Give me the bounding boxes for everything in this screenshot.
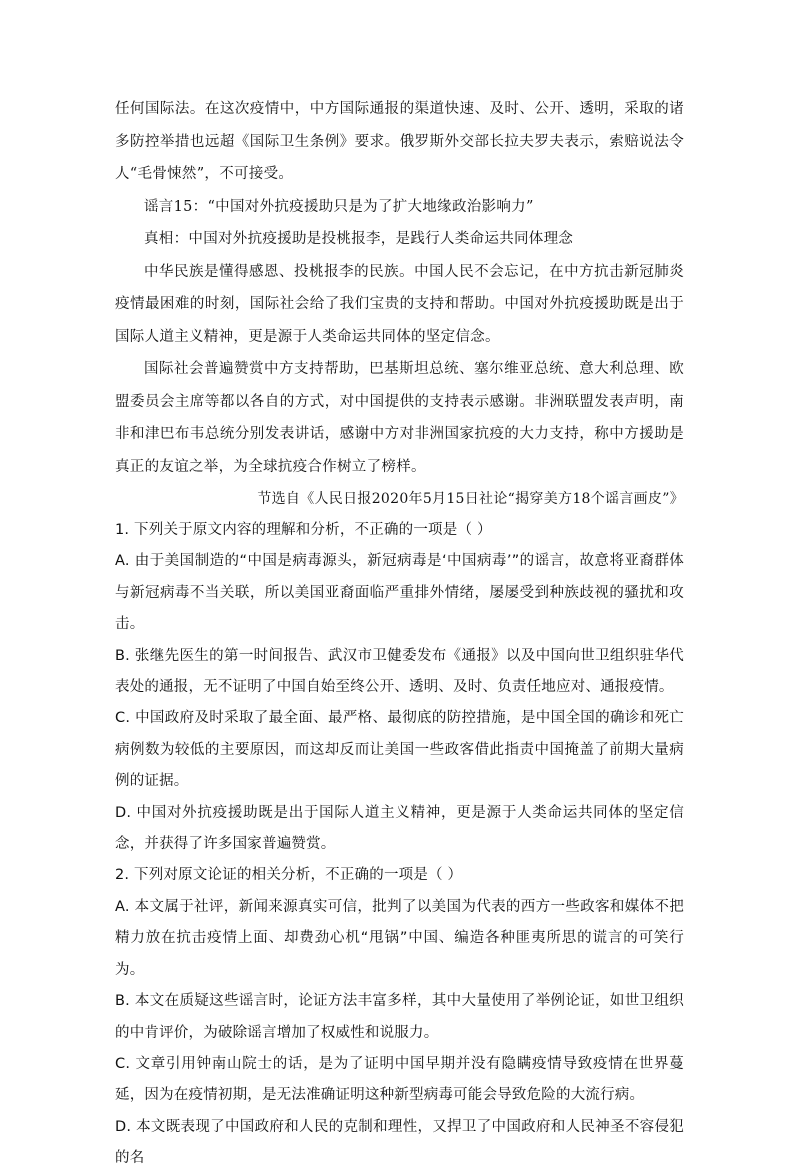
question-2	[115, 860, 684, 1174]
question-stem: 1. 下列关于原文内容的理解和分析，不正确的一项是（ ）	[115, 522, 492, 538]
truth-15-heading: 真相：中国对外抗疫援助是投桃报李，是践行人类命运共同体理念	[144, 231, 574, 247]
article-body	[115, 93, 684, 515]
option-c: C. 中国政府及时采取了最全面、最严格、最彻底的防控措施，是中国全国的确诊和死亡病例数为较低的主要原因，而这却反而让美国一些政客借此指责中国掩盖了前期大量病例的证据。	[115, 710, 684, 790]
rumor-15-heading: 谣言15：“中国对外抗疫援助只是为了扩大地缘政治影响力”	[144, 198, 534, 215]
option-b: B. 本文在质疑这些谣言时，论证方法丰富多样，其中大量使用了举例论证，如世卫组织的中肯评价，为破除谣言增加了权威性和说服力。	[115, 993, 684, 1041]
option-c: C. 文章引用钟南山院士的话，是为了证明中国早期并没有隐瞒疫情导致疫情在世界蔓延，因为在疫情初期，是无法准确证明这种新型病毒可能会导致危险的大流行病。	[115, 1055, 684, 1104]
question-section	[115, 515, 684, 1175]
option-a: A. 由于美国制造的“中国是病毒源头，新冠病毒是‘中国病毒’”的谣言，故意将亚裔群体与新冠病毒不当关联，所以美国亚裔面临严重排外情绪，屡屡受到种族歧视的骚扰和攻击。	[115, 553, 684, 633]
article-paragraph-2: 中华民族是懂得感恩、投桃报李的民族。中国人民不会忘记，在中方抗击新冠肺炎疫情最困难的时刻，国际社会给了我们宝贵的支持和帮助。中国对外抗疫援助既是出于国际人道主义精神，更是源于人类命运共同体的坚定信念。	[115, 263, 684, 345]
article-paragraph-1: 任何国际法。在这次疫情中，中方国际通报的渠道快速、及时、公开、透明，采取的诸多防控举措也远超《国际卫生条例》要求。俄罗斯外交部长拉夫罗夫表示，索赔说法令人“毛骨悚然”，不可接受。	[115, 101, 684, 182]
question-1	[115, 515, 684, 860]
option-d: D. 中国对外抗疫援助既是出于国际人道主义精神，更是源于人类命运共同体的坚定信念，并获得了许多国家普遍赞赏。	[115, 804, 684, 853]
question-stem: 2. 下列对原文论证的相关分析，不正确的一项是（ ）	[115, 867, 463, 884]
option-a: A. 本文属于社评，新闻来源真实可信，批判了以美国为代表的西方一些政客和媒体不把精力放在抗击疫情上面、却费劲心机“甩锅”中国、编造各种匪夷所思的谎言的可笑行为。	[115, 898, 684, 978]
option-d: D. 本文既表现了中国政府和人民的克制和理性，又捍卫了中国政府和人民神圣不容侵犯的名	[115, 1118, 684, 1167]
option-b: B. 张继先医生的第一时间报告、武汉市卫健委发布《通报》以及中国向世卫组织驻华代表处的通报，无不证明了中国自始至终公开、透明、及时、负责任地应对、通报疫情。	[115, 647, 684, 696]
article-source: 节选自《人民日报2020年5月15日社论“揭穿美方18个谣言画皮”》	[257, 491, 684, 507]
article-paragraph-3: 国际社会普遍赞赏中方支持帮助，巴基斯坦总统、塞尔维亚总统、意大利总理、欧盟委员会主席等都以各自的方式，对中国提供的支持表示感谢。非洲联盟发表声明，南非和津巴布韦总统分别发表讲话，感谢中方对非洲国家抗疫的大力支持，称中方援助是真正的友谊之举，为全球抗疫合作树立了榜样。	[115, 361, 684, 475]
